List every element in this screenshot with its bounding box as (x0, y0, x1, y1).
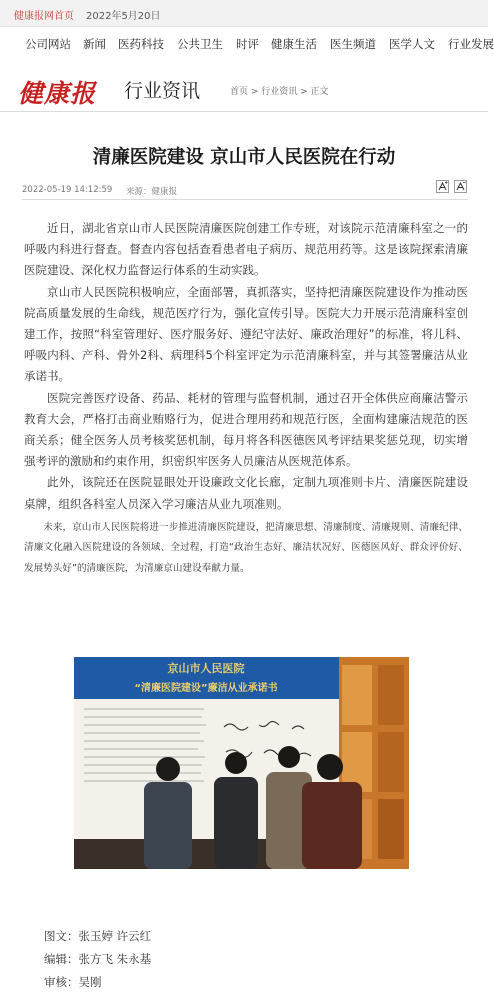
nav-item-humanities[interactable]: 医学人文 (389, 37, 435, 51)
paragraph: 医院完善医疗设备、药品、耗材的管理与监督机制，通过召开全体供应商廉洁警示教育大会，严格打击商业贿赂行为，促进合理用药和规范行医，全面构建廉洁规范的医商关系；健全医务人员考核奖惩机制，每月将各科医德医风考评结果奖惩兑现，切实增强考评的激励和约束作用，织密织牢医务人员廉洁从医规范体系。 (24, 390, 468, 469)
paragraph: 此外，该院还在医院显眼处开设廉政文化长廊，定制九项准则卡片、清廉医院建设桌牌，组织各科室人员深入学习廉洁从业九项准则。 (24, 475, 468, 511)
font-decrease-button[interactable] (454, 180, 467, 193)
nav-item-public-health[interactable]: 公共卫生 (177, 37, 223, 51)
credit-reviewer: 审核：吴刚 (44, 975, 102, 989)
breadcrumb[interactable]: 首页 > 行业资讯 > 正文 (230, 87, 329, 97)
channel-title: 行业资讯 (124, 80, 201, 102)
article-meta (22, 178, 468, 200)
nav-item-industry[interactable]: 行业发展 (448, 37, 494, 51)
article-photo (74, 657, 409, 869)
paragraph: 京山市人民医院积极响应，全面部署，真抓落实，坚持把清廉医院建设作为推动医院高质量发展的生命线，规范医疗行为，强化宣传引导。医院大力开展示范清廉科室创建工作，按照“科室管理好、医疗服务好、遵纪守法好、廉政治理好”的标准，将儿科、呼吸内科、产科、骨外2科、病理科5个科室评定为示范清廉科室，并与其签署廉洁从业承诺书。 (24, 284, 468, 384)
font-small-icon (455, 181, 466, 192)
main-nav (0, 36, 494, 58)
banner-mid-text: “清廉医院建设”廉洁从业承诺书 (134, 683, 278, 694)
current-date: 2022年5月20日 (86, 11, 161, 22)
top-bar (0, 0, 488, 27)
credit-photo-text: 图文：张玉婷 许云红 (44, 929, 152, 943)
closing-paragraph: 未来，京山市人民医院将进一步推进清廉医院建设，把清廉思想、清廉制度、清廉规则、清廉纪律、清廉文化融入医院建设的各领域、全过程，打造“政治生态好、廉洁状况好、医德医风好、群众评价好、发展势头好”的清廉医院，为清廉京山建设奉献力量。 (24, 521, 468, 574)
paragraph: 近日，湖北省京山市人民医院清廉医院创建工作专班，对该院示范清廉科室之一的呼吸内科进行督查。督查内容包括查看患者电子病历、规范用药等。这是该院探索清廉医院建设、深化权力监督运行体系的生动实践。 (24, 221, 468, 278)
homepage-link[interactable]: 健康报网首页 (14, 11, 74, 22)
article-body (24, 218, 468, 579)
credits (44, 925, 151, 994)
nav-item-healthy-life[interactable]: 健康生活 (271, 37, 317, 51)
nav-item-medtech[interactable]: 医药科技 (118, 37, 164, 51)
banner-top-text: 京山市人民医院 (167, 662, 245, 675)
nav-item-doctor[interactable]: 医生频道 (330, 37, 376, 51)
nav-item-commentary[interactable]: 时评 (236, 37, 259, 51)
publish-time: 2022-05-19 14:12:59 (22, 185, 113, 195)
site-logo[interactable]: 健康报 (18, 79, 97, 108)
font-large-icon (437, 181, 448, 192)
article-title: 清廉医院建设 京山市人民医院在行动 (92, 147, 396, 168)
nav-item-company[interactable]: 公司网站 (25, 37, 71, 51)
page-header (0, 62, 488, 112)
font-increase-button[interactable] (436, 180, 449, 193)
article-source: 来源：健康报 (126, 187, 178, 197)
credit-editor: 编辑：张方飞 朱永基 (44, 952, 152, 966)
nav-item-news[interactable]: 新闻 (83, 37, 106, 51)
